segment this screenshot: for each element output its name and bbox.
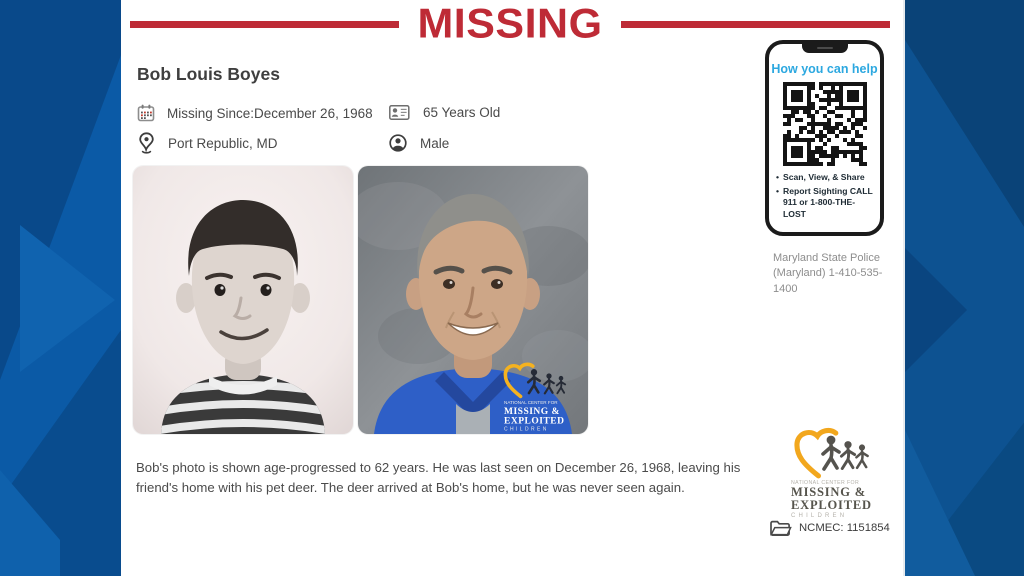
age-progressed-photo bbox=[358, 166, 588, 434]
person-circle-icon bbox=[389, 134, 407, 152]
missing-title: MISSING bbox=[417, 0, 603, 47]
help-bullet-share: • Scan, View, & Share bbox=[776, 172, 865, 182]
header-rule-right bbox=[621, 21, 890, 28]
left-blue-band bbox=[0, 0, 121, 576]
qr-code bbox=[783, 82, 867, 166]
detail-sex bbox=[389, 134, 449, 152]
phone-frame bbox=[765, 40, 884, 236]
case-number-text: NCMEC: 1151854 bbox=[799, 522, 890, 534]
detail-age bbox=[389, 105, 500, 120]
svg-text:EXPLOITED: EXPLOITED bbox=[504, 416, 565, 427]
ncmec-logo bbox=[789, 423, 889, 519]
folder-icon bbox=[769, 519, 792, 537]
missing-person-name: Bob Louis Boyes bbox=[137, 64, 280, 84]
svg-text:CHILDREN: CHILDREN bbox=[504, 426, 549, 433]
bullet-dot: • bbox=[776, 172, 780, 182]
ncmec-heart-figures-icon bbox=[789, 423, 871, 479]
location-pin-icon bbox=[139, 132, 154, 154]
missing-since-text: Missing Since:December 26, 1968 bbox=[167, 105, 373, 121]
location-text: Port Republic, MD bbox=[168, 135, 278, 151]
ncmec-line4: CHILDREN bbox=[791, 512, 848, 519]
calendar-icon bbox=[137, 104, 155, 122]
svg-text:NATIONAL CENTER FOR: NATIONAL CENTER FOR bbox=[504, 400, 558, 405]
case-number-row bbox=[769, 519, 890, 537]
ncmec-line1: NATIONAL CENTER FOR bbox=[791, 480, 860, 486]
detail-location bbox=[139, 132, 278, 154]
header-rule-left bbox=[130, 21, 399, 28]
id-card-icon bbox=[389, 105, 410, 120]
ncmec-line3: EXPLOITED bbox=[791, 497, 872, 512]
case-description: Bob's photo is shown age-progressed to 62 years. He was last seen on December 26, 1968, leaving his friend's home with his pet deer. The deer arrived at Bob's home, but he was never seen again. bbox=[136, 460, 741, 495]
bullet-dot: • bbox=[776, 185, 780, 196]
contact-agency: Maryland State Police (Maryland) 1-410-535-1400 bbox=[773, 252, 883, 295]
phone-notch bbox=[802, 44, 848, 53]
ncmec-line2: MISSING & bbox=[791, 485, 866, 499]
childhood-photo bbox=[133, 166, 353, 434]
help-heading: How you can help bbox=[771, 62, 878, 76]
phone-speaker bbox=[817, 47, 833, 50]
svg-text:MISSING &: MISSING & bbox=[504, 407, 560, 417]
help-bullet-report: • Report Sighting CALL 911 or 1-800-THE-LOST bbox=[776, 185, 873, 219]
age-text: 65 Years Old bbox=[423, 105, 501, 120]
sex-text: Male bbox=[420, 135, 450, 151]
help-bullet-list bbox=[769, 172, 880, 220]
detail-missing-since bbox=[137, 104, 373, 122]
right-blue-band bbox=[903, 0, 1024, 576]
